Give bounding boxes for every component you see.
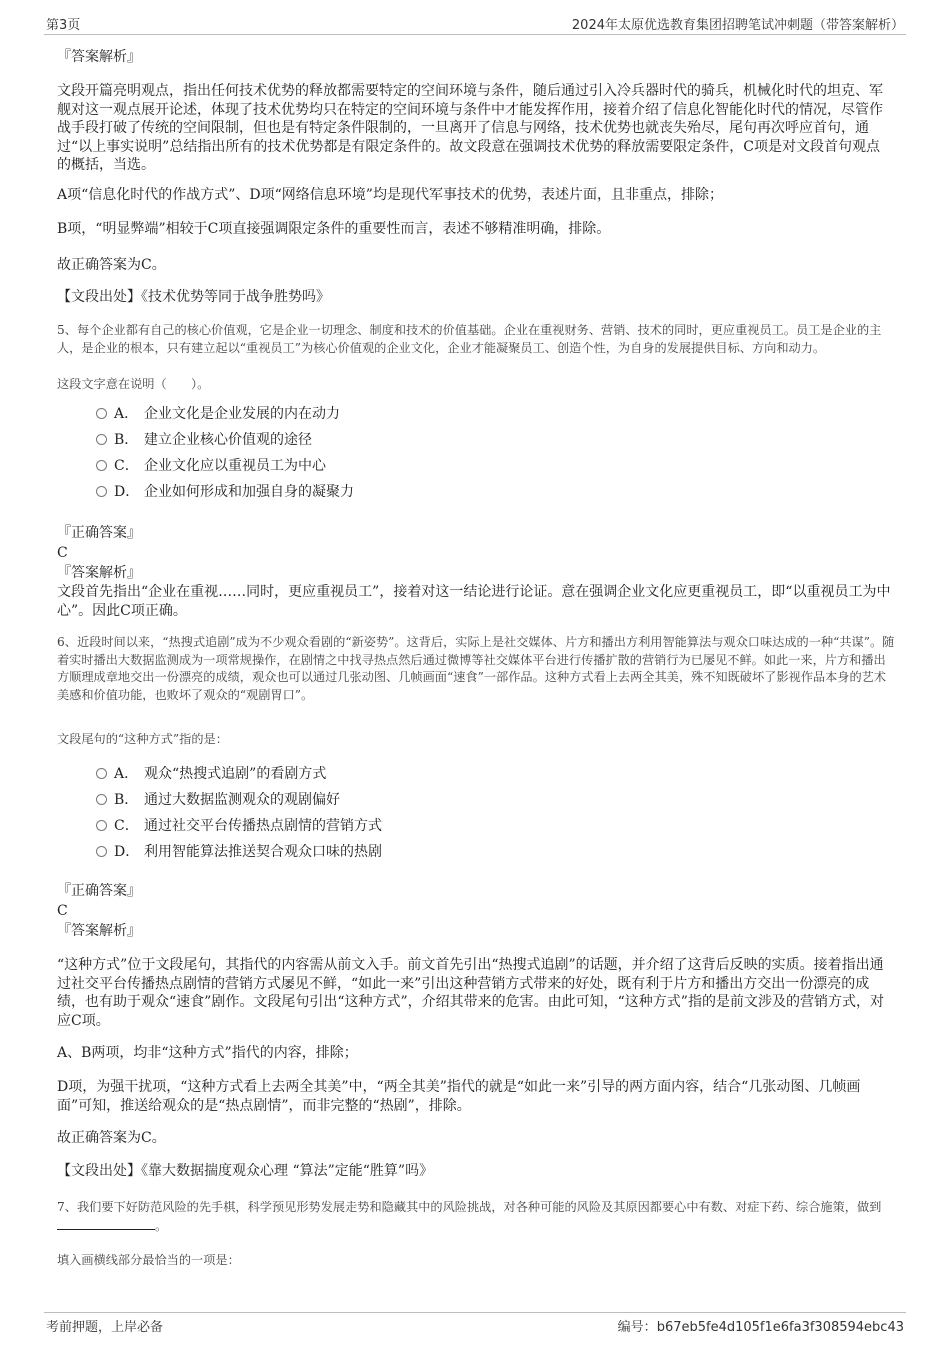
q7-stem-text: 7、我们要下好防范风险的先手棋，科学预见形势发展走势和隐藏其中的风险挑战，对各种可能的风险及其原因都要心中有数、对症下药、综合施策，做到 — [57, 1200, 882, 1214]
q6-answer-heading: 『正确答案』 — [57, 883, 141, 899]
q4-source: 【文段出处】《技术优势等同于战争胜势吗》 — [57, 289, 330, 305]
fill-in-blank — [57, 1217, 155, 1230]
q6-option-b[interactable] — [96, 791, 340, 809]
q5-analysis: 文段首先指出“企业在重视……同时，更应重视员工”，接着对这一结论进行论证。意在强调企业文化应更重视员工，即“以重视员工为中心”。因此C项正确。 — [57, 584, 891, 619]
q5-option-c[interactable] — [96, 457, 326, 475]
q5-stem: 5、每个企业都有自己的核心价值观，它是企业一切理念、制度和技术的价值基础。企业在重视财务、营销、技术的同时，更应重视员工。员工是企业的主人，是企业的根本，只有建立起以“重视员工”为核心价值观的企业文化，企业才能凝聚员工、创造个性，为自身的发展提供目标、方向和动力。 — [57, 323, 882, 355]
page-header — [44, 14, 906, 35]
page-number: 第3页 — [46, 18, 81, 33]
q7-stem — [57, 1199, 897, 1235]
q6-stem: 6、近段时间以来，“热搜式追剧”成为不少观众看剧的“新姿势”。这背后，实际上是社交媒体、片方和播出方利用智能算法与观众口味达成的一种“共谋”。随着实时播出大数据监测成为一项常规操作，在剧情之中找寻热点然后通过微博等社交媒体平台进行传播扩散的营销行为已屡见不鲜。如此一来，片方和播出方顺理成章地交出一份漂亮的成绩，观众也可以通过几张动图、几帧画面“速食”一部作品。这种方式看上去两全其美，殊不知既破坏了影视作品本身的艺术美感和价值功能，也败坏了观众的“观剧胃口”。 — [57, 635, 895, 702]
q6-analysis-conclusion: 故正确答案为C。 — [57, 1130, 166, 1146]
option-letter: C． — [114, 818, 139, 834]
radio-icon[interactable] — [96, 486, 107, 497]
option-text: 建立企业核心价值观的途径 — [144, 432, 312, 448]
page-footer — [44, 1312, 906, 1335]
option-text: 观众“热搜式追剧”的看剧方式 — [144, 766, 327, 782]
option-letter: A． — [114, 766, 139, 782]
option-letter: B． — [114, 432, 139, 448]
radio-icon[interactable] — [96, 434, 107, 445]
q5-option-b[interactable] — [96, 431, 312, 449]
option-letter: D． — [114, 844, 140, 860]
option-letter: C． — [114, 458, 139, 474]
option-text: 通过社交平台传播热点剧情的营销方式 — [144, 818, 382, 834]
q5-answer-heading: 『正确答案』 — [57, 525, 141, 541]
q6-answer: C — [57, 903, 68, 919]
q6-option-d[interactable] — [96, 843, 382, 861]
option-text: 企业文化应以重视员工为中心 — [144, 458, 326, 474]
radio-icon[interactable] — [96, 820, 107, 831]
option-text: 企业如何形成和加强自身的凝聚力 — [144, 484, 354, 500]
option-text: 企业文化是企业发展的内在动力 — [144, 406, 340, 422]
q4-analysis-paragraph-1: 文段开篇亮明观点，指出任何技术优势的释放都需要特定的空间环境与条件，随后通过引入冷兵器时代的骑兵，机械化时代的坦克、军舰对这一观点展开论述，体现了技术优势均只在特定的空间环境与条件中才能发挥作用，接着介绍了信息化智能化时代的情况，尽管作战手段打破了传统的空间限制，但也是有特定条件限制的，一旦离开了信息与网络，技术优势也就丧失殆尽，尾句再次呼应首句，通过“以上事实说明”总结指出所有的技术优势都是有限定条件的。故文段意在强调技术优势的释放需要限定条件，C项是对文段首句观点的概括，当选。 — [57, 83, 883, 173]
q5-answer: C — [57, 545, 68, 561]
q5-question: 这段文字意在说明（ ）。 — [57, 377, 210, 391]
code-value: b67eb5fe4d105f1e6fa3f308594ebc43 — [656, 1320, 904, 1335]
option-letter: B． — [114, 792, 139, 808]
q4-analysis-paragraph-3: B项，“明显弊端”相较于C项直接强调限定条件的重要性而言，表述不够精准明确，排除。 — [57, 221, 611, 237]
q5-option-a[interactable] — [96, 405, 340, 423]
radio-icon[interactable] — [96, 408, 107, 419]
option-text: 利用智能算法推送契合观众口味的热剧 — [144, 844, 382, 860]
radio-icon[interactable] — [96, 768, 107, 779]
radio-icon[interactable] — [96, 846, 107, 857]
q7-question: 填入画横线部分最恰当的一项是： — [57, 1253, 240, 1267]
footer-slogan: 考前押题，上岸必备 — [46, 1320, 164, 1335]
q6-source: 【文段出处】《靠大数据揣度观众心理 “算法”定能“胜算”吗》 — [57, 1163, 434, 1179]
document-code — [618, 1316, 904, 1335]
q6-analysis-heading: 『答案解析』 — [57, 923, 141, 939]
q6-analysis-paragraph-1: “这种方式”位于文段尾句，其指代的内容需从前文入手。前文首先引出“热搜式追剧”的话题，并介绍了这背后反映的实质。接着指出通过社交平台传播热点剧情的营销方式屡见不鲜，“如此一来”引出这种营销方式带来的好处，既有利于片方和播出方交出一份漂亮的成绩，也有助于观众“速食”剧作。文段尾句引出“这种方式”，介绍其带来的危害。由此可知，“这种方式”指的是前文涉及的营销方式，对应C项。 — [57, 957, 884, 1029]
q6-question: 文段尾句的“这种方式”指的是： — [57, 732, 228, 746]
document-title: 2024年太原优选教育集团招聘笔试冲刺题（带答案解析） — [571, 18, 904, 33]
q4-analysis-heading: 『答案解析』 — [57, 49, 141, 65]
q6-analysis-paragraph-3: D项，为强干扰项，“这种方式看上去两全其美”中，“两全其美”指代的就是“如此一来”引导的两方面内容，结合“几张动图、几帧画面”可知，推送给观众的是“热点剧情”，而非完整的“热剧”，排除。 — [57, 1079, 861, 1114]
option-text: 通过大数据监测观众的观剧偏好 — [144, 792, 340, 808]
q5-option-d[interactable] — [96, 483, 354, 501]
q6-option-a[interactable] — [96, 765, 326, 783]
q6-option-c[interactable] — [96, 817, 382, 835]
option-letter: D． — [114, 484, 140, 500]
q6-analysis-paragraph-2: A、B两项，均非“这种方式”指代的内容，排除； — [57, 1045, 358, 1061]
code-label: 编号： — [617, 1320, 657, 1335]
q7-stem-end: 。 — [155, 1218, 168, 1233]
radio-icon[interactable] — [96, 460, 107, 471]
option-letter: A． — [114, 406, 139, 422]
q4-analysis-paragraph-2: A项“信息化时代的作战方式”、D项“网络信息环境”均是现代军事技术的优势，表述片面，且非重点，排除； — [57, 187, 723, 203]
q5-analysis-heading: 『答案解析』 — [57, 565, 141, 581]
radio-icon[interactable] — [96, 794, 107, 805]
q4-analysis-conclusion: 故正确答案为C。 — [57, 257, 166, 273]
